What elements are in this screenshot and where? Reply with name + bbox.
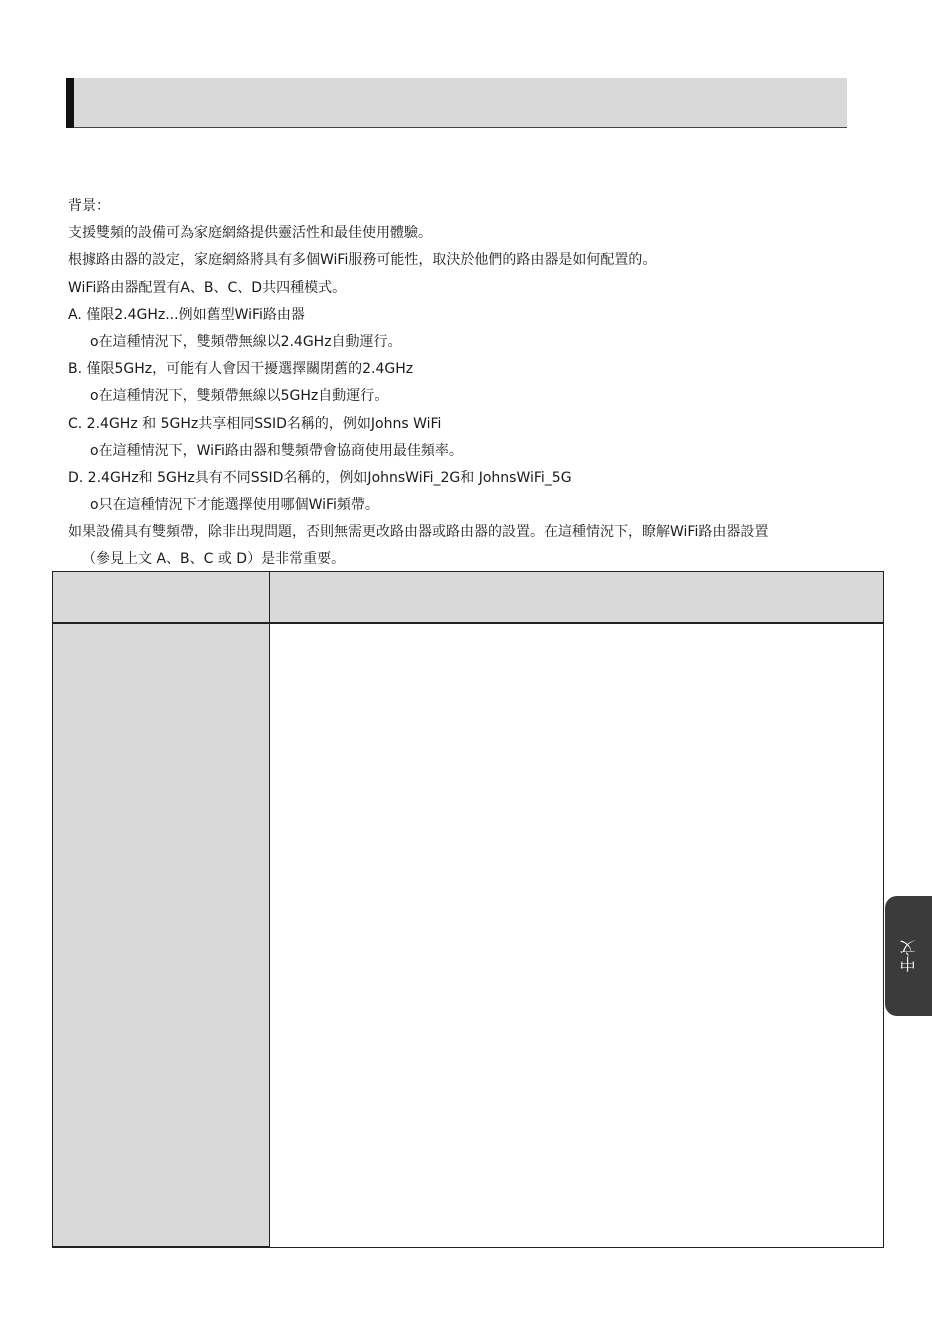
mode-d-note: ο只在這種情況下才能選擇使用哪個WiFi頻帶。	[90, 497, 379, 514]
section-header-bar	[66, 78, 847, 128]
mode-b-note: ο在這種情況下，雙頻帶無線以5GHz自動運行。	[90, 388, 389, 405]
dual-band-paragraph: 如果設備具有雙頻帶，除非出現問題，否則無需更改路由器或路由器的設置。在這種情況下，瞭解WiFi路由器設置	[68, 524, 769, 541]
mode-a: A. 僅限2.4GHz...例如舊型WiFi路由器	[68, 306, 305, 323]
table-header-right	[269, 572, 883, 624]
body-text	[68, 193, 868, 574]
language-tab-label: 中文	[899, 940, 918, 972]
info-table	[52, 571, 884, 1248]
table-header-left	[53, 572, 269, 624]
mode-d: D. 2.4GHz和 5GHz具有不同SSID名稱的，例如JohnsWiFi_2G和 JohnsWiFi_5G	[68, 469, 572, 486]
header-accent	[66, 78, 74, 128]
dual-band-paragraph-continued: （參見上文 A、B、C 或 D）是非常重要。	[82, 551, 346, 568]
table-cell-right	[269, 624, 883, 1247]
intro-paragraph: 支援雙頻的設備可為家庭網絡提供靈活性和最佳使用體驗。	[68, 225, 432, 242]
background-heading: 背景：	[68, 198, 110, 214]
mode-b: B. 僅限5GHz，可能有人會因干擾選擇關閉舊的2.4GHz	[68, 361, 414, 378]
mode-c-note: ο在這種情況下，WiFi路由器和雙頻帶會協商使用最佳頻率。	[90, 442, 463, 459]
language-tab	[885, 896, 932, 1016]
router-settings-paragraph: 根據路由器的設定，家庭網絡將具有多個WiFi服務可能性，取決於他們的路由器是如何配置的。	[68, 252, 657, 269]
mode-a-note: ο在這種情況下，雙頻帶無線以2.4GHz自動運行。	[90, 333, 402, 350]
table-cell-left	[53, 624, 269, 1248]
mode-c: C. 2.4GHz 和 5GHz共享相同SSID名稱的，例如Johns WiFi	[68, 415, 442, 432]
modes-paragraph: WiFi路由器配置有A、B、C、D共四種模式。	[68, 279, 347, 296]
